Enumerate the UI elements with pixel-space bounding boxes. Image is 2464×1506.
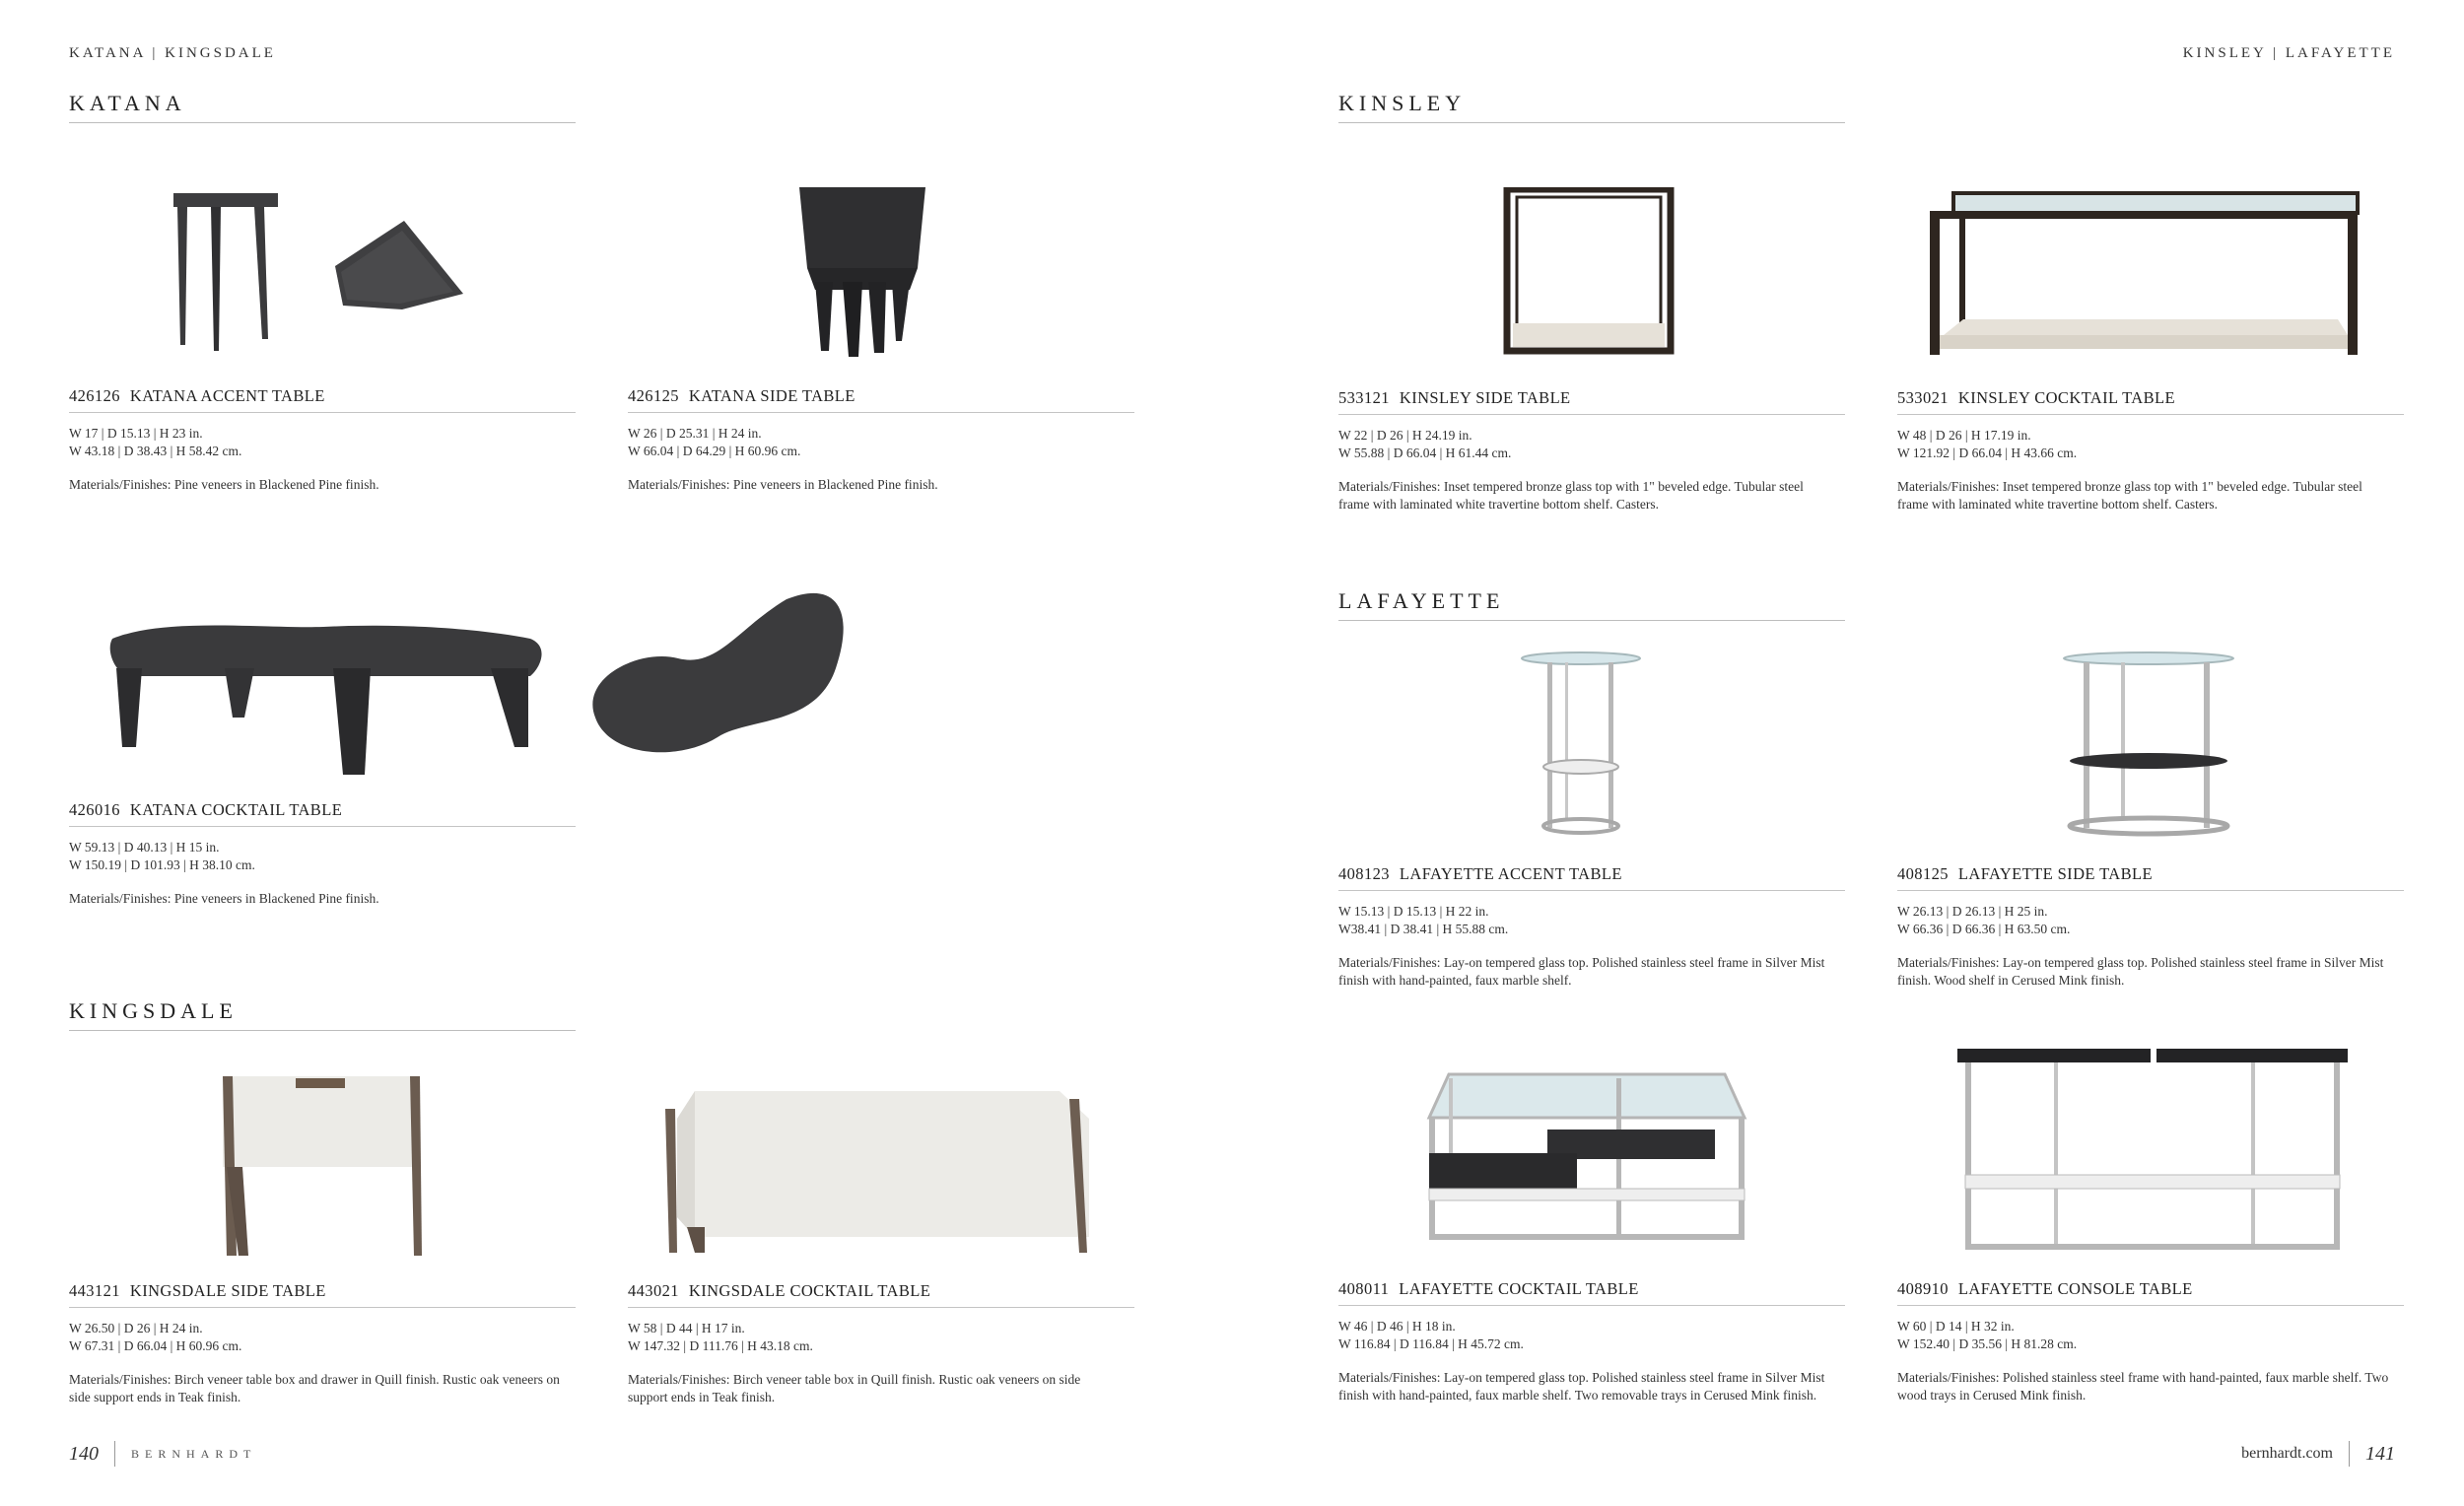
brand-wordmark: BERNHARDT <box>131 1446 257 1461</box>
product-426126 <box>69 386 576 494</box>
materials-finishes: Materials/Finishes: Pine veneers in Blackened Pine finish. <box>69 891 379 906</box>
dimensions-inches: W 15.13 | D 15.13 | H 22 in. <box>1338 904 1489 919</box>
product-533021 <box>1897 388 2404 513</box>
dimensions-cm: W 116.84 | D 116.84 | H 45.72 cm. <box>1338 1336 1524 1351</box>
page-number-right: 141 <box>2365 1442 2395 1465</box>
dimensions-cm: W38.41 | D 38.41 | H 55.88 cm. <box>1338 922 1509 936</box>
product-code: 426126 <box>69 386 120 405</box>
product-title <box>1897 1279 2404 1306</box>
kinsley-side-table-image <box>1503 187 1676 355</box>
dimensions-inches: W 26.50 | D 26 | H 24 in. <box>69 1321 203 1335</box>
product-408011 <box>1338 1279 1845 1404</box>
dimensions-cm: W 66.36 | D 66.36 | H 63.50 cm. <box>1897 922 2071 936</box>
materials-finishes: Materials/Finishes: Lay-on tempered glass top. Polished stainless steel frame in Silver Mist finish with hand-painted, faux marble shelf. Two removable trays in Cerused Mink finish. <box>1338 1370 1825 1403</box>
product-name: KATANA SIDE TABLE <box>688 386 856 405</box>
dimensions-inches: W 17 | D 15.13 | H 23 in. <box>69 426 203 441</box>
product-name: LAFAYETTE ACCENT TABLE <box>1399 864 1622 883</box>
dimensions-cm: W 55.88 | D 66.04 | H 61.44 cm. <box>1338 445 1512 460</box>
product-408125 <box>1897 864 2404 990</box>
product-426125 <box>628 386 1134 494</box>
footer-right <box>2241 1441 2395 1467</box>
katana-cocktail-table-image <box>106 570 856 787</box>
product-533121 <box>1338 388 1845 513</box>
running-header-left: KATANA | KINGSDALE <box>69 45 276 61</box>
product-title <box>628 386 1134 413</box>
lafayette-side-table-image <box>2060 650 2237 838</box>
dimensions-cm: W 67.31 | D 66.04 | H 60.96 cm. <box>69 1338 242 1353</box>
product-title <box>1338 388 1845 415</box>
product-408123 <box>1338 864 1845 990</box>
dimensions-cm: W 147.32 | D 111.76 | H 43.18 cm. <box>628 1338 813 1353</box>
footer-divider <box>2349 1441 2350 1467</box>
dimensions-cm: W 150.19 | D 101.93 | H 38.10 cm. <box>69 857 255 872</box>
lafayette-console-table-image <box>1955 1047 2350 1254</box>
dimensions-cm: W 66.04 | D 64.29 | H 60.96 cm. <box>628 444 801 458</box>
section-title-kinsley: KINSLEY <box>1338 91 1845 123</box>
footer-divider <box>114 1441 115 1467</box>
product-name: KINGSDALE COCKTAIL TABLE <box>688 1281 931 1300</box>
product-name: LAFAYETTE SIDE TABLE <box>1957 864 2153 883</box>
kingsdale-side-table-image <box>219 1072 426 1260</box>
dimensions-cm: W 43.18 | D 38.43 | H 58.42 cm. <box>69 444 242 458</box>
product-code: 533121 <box>1338 388 1390 407</box>
product-name: KINGSDALE SIDE TABLE <box>129 1281 326 1300</box>
dimensions-inches: W 26 | D 25.31 | H 24 in. <box>628 426 762 441</box>
dimensions-cm: W 121.92 | D 66.04 | H 43.66 cm. <box>1897 445 2078 460</box>
product-code: 408123 <box>1338 864 1390 883</box>
materials-finishes: Materials/Finishes: Polished stainless steel frame with hand-painted, faux marble shelf. Two wood trays in Cerused Mink finish. <box>1897 1370 2389 1403</box>
dimensions-inches: W 60 | D 14 | H 32 in. <box>1897 1319 2015 1334</box>
section-title-kingsdale: KINGSDALE <box>69 998 576 1031</box>
materials-finishes: Materials/Finishes: Inset tempered bronze glass top with 1" beveled edge. Tubular steel frame with laminated white travertine bottom shelf. Casters. <box>1338 479 1804 512</box>
product-code: 443021 <box>628 1281 679 1300</box>
product-title <box>69 386 576 413</box>
materials-finishes: Materials/Finishes: Birch veneer table box in Quill finish. Rustic oak veneers on side support ends in Teak finish. <box>628 1372 1081 1404</box>
running-header-right: KINSLEY | LAFAYETTE <box>2182 45 2395 61</box>
product-426016 <box>69 800 576 908</box>
section-title-lafayette: LAFAYETTE <box>1338 588 1845 621</box>
dimensions-inches: W 58 | D 44 | H 17 in. <box>628 1321 745 1335</box>
dimensions-inches: W 59.13 | D 40.13 | H 15 in. <box>69 840 220 855</box>
website-link[interactable]: bernhardt.com <box>2241 1445 2333 1462</box>
product-title <box>1338 864 1845 891</box>
product-443121 <box>69 1281 576 1406</box>
kinsley-cocktail-table-image <box>1924 191 2367 359</box>
product-code: 533021 <box>1897 388 1949 407</box>
product-title <box>1897 864 2404 891</box>
product-code: 408910 <box>1897 1279 1949 1298</box>
section-title-katana: KATANA <box>69 91 576 123</box>
product-name: KINSLEY SIDE TABLE <box>1399 388 1571 407</box>
product-408910 <box>1897 1279 2404 1404</box>
dimensions-inches: W 48 | D 26 | H 17.19 in. <box>1897 428 2031 443</box>
page-number-left: 140 <box>69 1442 99 1465</box>
product-title <box>69 800 576 827</box>
lafayette-accent-table-image <box>1518 650 1646 838</box>
product-code: 426016 <box>69 800 120 819</box>
dimensions-inches: W 26.13 | D 26.13 | H 25 in. <box>1897 904 2048 919</box>
product-title <box>1338 1279 1845 1306</box>
lafayette-cocktail-table-image <box>1419 1070 1754 1248</box>
kingsdale-cocktail-table-image <box>665 1079 1099 1257</box>
materials-finishes: Materials/Finishes: Pine veneers in Blackened Pine finish. <box>628 477 938 492</box>
product-name: KATANA COCKTAIL TABLE <box>129 800 343 819</box>
product-443021 <box>628 1281 1134 1406</box>
materials-finishes: Materials/Finishes: Pine veneers in Blackened Pine finish. <box>69 477 379 492</box>
materials-finishes: Materials/Finishes: Birch veneer table box and drawer in Quill finish. Rustic oak veneers on side support ends in Teak finish. <box>69 1372 560 1404</box>
katana-accent-table-image <box>168 187 483 355</box>
dimensions-cm: W 152.40 | D 35.56 | H 81.28 cm. <box>1897 1336 2078 1351</box>
product-name: LAFAYETTE CONSOLE TABLE <box>1957 1279 2193 1298</box>
product-code: 408011 <box>1338 1279 1390 1298</box>
footer-left <box>69 1441 256 1467</box>
dimensions-inches: W 46 | D 46 | H 18 in. <box>1338 1319 1456 1334</box>
product-code: 408125 <box>1897 864 1949 883</box>
dimensions-inches: W 22 | D 26 | H 24.19 in. <box>1338 428 1472 443</box>
product-name: LAFAYETTE COCKTAIL TABLE <box>1399 1279 1639 1298</box>
materials-finishes: Materials/Finishes: Lay-on tempered glass top. Polished stainless steel frame in Silver Mist finish with hand-painted, faux marble shelf. <box>1338 955 1825 988</box>
product-name: KINSLEY COCKTAIL TABLE <box>1957 388 2175 407</box>
product-title <box>69 1281 576 1308</box>
product-code: 426125 <box>628 386 679 405</box>
materials-finishes: Materials/Finishes: Lay-on tempered glass top. Polished stainless steel frame in Silver Mist finish. Wood shelf in Cerused Mink finish. <box>1897 955 2384 988</box>
product-title <box>1897 388 2404 415</box>
product-name: KATANA ACCENT TABLE <box>129 386 325 405</box>
product-code: 443121 <box>69 1281 120 1300</box>
product-title <box>628 1281 1134 1308</box>
materials-finishes: Materials/Finishes: Inset tempered bronze glass top with 1" beveled edge. Tubular steel frame with laminated white travertine bottom shelf. Casters. <box>1897 479 2362 512</box>
katana-side-table-image <box>793 183 931 361</box>
